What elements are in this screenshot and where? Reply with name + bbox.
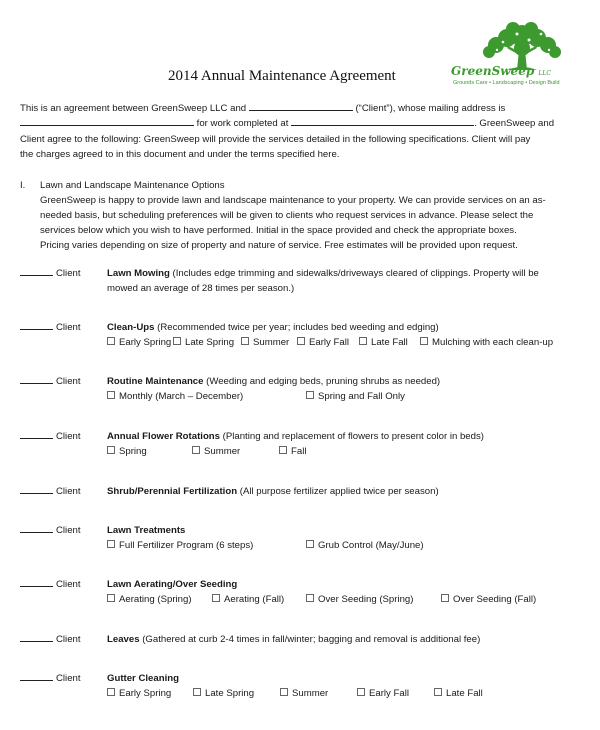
checkbox-icon[interactable] — [192, 446, 200, 454]
page-title: 2014 Annual Maintenance Agreement — [168, 68, 396, 84]
checkbox-icon[interactable] — [306, 594, 314, 602]
initial-field[interactable] — [20, 484, 53, 494]
checkbox-icon[interactable] — [279, 446, 287, 454]
checkbox-icon[interactable] — [280, 688, 288, 696]
option-checkbox[interactable]: Summer — [280, 686, 328, 701]
checkbox-icon[interactable] — [241, 337, 249, 345]
section-number: I. — [20, 180, 26, 191]
option-checkbox[interactable]: Early Spring — [107, 335, 171, 350]
mailing-address-field[interactable] — [20, 116, 194, 126]
initial-field[interactable] — [20, 374, 53, 384]
checkbox-icon[interactable] — [420, 337, 428, 345]
option-checkbox[interactable]: Summer — [192, 444, 240, 459]
option-checkbox[interactable]: Mulching with each clean-up — [420, 335, 553, 350]
checkbox-icon[interactable] — [107, 594, 115, 602]
initial-field[interactable] — [20, 577, 53, 587]
initial-field[interactable] — [20, 266, 53, 276]
option-checkbox[interactable]: Fall — [279, 444, 306, 459]
checkbox-icon[interactable] — [107, 540, 115, 548]
checkbox-icon[interactable] — [434, 688, 442, 696]
logo-tagline: Grounds Care • Landscaping • Design Build — [453, 80, 560, 86]
checkbox-icon[interactable] — [357, 688, 365, 696]
option-checkbox[interactable]: Over Seeding (Spring) — [306, 592, 413, 607]
checkbox-icon[interactable] — [193, 688, 201, 696]
option-checkbox[interactable]: Aerating (Fall) — [212, 592, 284, 607]
option-checkbox[interactable]: Monthly (March – December) — [107, 389, 243, 404]
option-checkbox[interactable]: Late Spring — [173, 335, 234, 350]
checkbox-icon[interactable] — [306, 391, 314, 399]
option-checkbox[interactable]: Early Spring — [107, 686, 171, 701]
section-lawn-landscape: I. Lawn and Landscape Maintenance Options GreenSweep is happy to provide lawn and landscape maintenance to your property. We can provide services on an as- needed basis, but scheduling preferences will be given to clients who request services in advance. Please select the services below which you wish to have performed. Initial in the space provided and check the appropriate boxes. Pricing varies depending on size of property and nature of service. Free estimates will be provided upon request. — [20, 180, 546, 251]
initial-field[interactable] — [20, 320, 53, 330]
initial-field[interactable] — [20, 429, 53, 439]
initial-field[interactable] — [20, 523, 53, 533]
option-checkbox[interactable]: Late Spring — [193, 686, 254, 701]
initial-field[interactable] — [20, 632, 53, 642]
checkbox-icon[interactable] — [107, 688, 115, 696]
section-heading: Lawn and Landscape Maintenance Options — [40, 180, 225, 191]
option-checkbox[interactable]: Spring and Fall Only — [306, 389, 405, 404]
work-address-field[interactable] — [291, 116, 474, 126]
checkbox-icon[interactable] — [107, 446, 115, 454]
logo-brand-name: GreenSweep LLC — [451, 64, 551, 78]
agreement-page: GreenSweep LLC Grounds Care • Landscaping • Design Build 2014 Annual Maintenance Agreement This is an agreement between GreenSweep LLC and (“Client”), whose mailing address is for work completed at . GreenSweep and Client agree to the following: GreenSweep will provide the services detailed in the following specifications. Client will pay the charges agreed to in this document and under the terms specified here. I. Lawn and Landscape Maintenance Options GreenSweep is happy to provide lawn and landscape maintenance to your property. We can provide services on an as- needed basis, but scheduling preferences will be given to clients who request services in advance. Please select the services below which you wish to have performed. Initial in the space provided and check the appropriate boxes. Pricing varies depending on size of property and nature of service. Free estimates will be provided upon request. Client Lawn Mowing (Includes edge trimming and sidewalks/driveways cleared of clippings. Property will be mowed an average of 28 times per season.) Client Clean-Ups (Recommended twice per year; includes bed weeding and edging) Early Spring Late Spring Summer Early Fall Late Fall Mulching with each clean-up Client Routine Maintenance (Weeding and edging beds, pruning shrubs as needed) Monthly (March – December) Spring and Fall Only Client Annual Flower Rotations (Planting and replacement of flowers to present color in beds) Spring Summer Fall Client Shrub/Perennial Fertilization (All purpose fertilizer applied twice per season) Client Lawn Treatments Full Fertilizer Program (6 steps) Grub Control (May/June) Client Lawn Aerating/Over Seeding Aerating (Spring) Aerating (Fall) Over Seeding (Spring) Over Seeding (Fall) Client Leaves (Gathered at curb 2-4 times in fall/winter; bagging and removal is additional fee) Client Gutter Cleaning Early Spring Late Spring Summer Early Fall Late Fall — [0, 0, 600, 730]
checkbox-icon[interactable] — [359, 337, 367, 345]
intro-paragraph: This is an agreement between GreenSweep LLC and (“Client”), whose mailing address is for work completed at . GreenSweep and Client agree to the following: GreenSweep will provide the services detailed in the following specifications. Client will pay the charges agreed to in this document and under the terms specified here. — [20, 103, 555, 160]
checkbox-icon[interactable] — [173, 337, 181, 345]
option-checkbox[interactable]: Over Seeding (Fall) — [441, 592, 536, 607]
checkbox-icon[interactable] — [306, 540, 314, 548]
greensweep-logo — [447, 20, 572, 92]
option-checkbox[interactable]: Full Fertilizer Program (6 steps) — [107, 538, 253, 553]
checkbox-icon[interactable] — [107, 391, 115, 399]
checkbox-icon[interactable] — [441, 594, 449, 602]
option-checkbox[interactable]: Aerating (Spring) — [107, 592, 192, 607]
option-checkbox[interactable]: Early Fall — [357, 686, 409, 701]
checkbox-icon[interactable] — [297, 337, 305, 345]
option-checkbox[interactable]: Grub Control (May/June) — [306, 538, 424, 553]
checkbox-icon[interactable] — [107, 337, 115, 345]
initial-field[interactable] — [20, 671, 53, 681]
client-name-field[interactable] — [249, 101, 353, 111]
option-checkbox[interactable]: Early Fall — [297, 335, 349, 350]
checkbox-icon[interactable] — [212, 594, 220, 602]
option-checkbox[interactable]: Late Fall — [434, 686, 483, 701]
option-checkbox[interactable]: Summer — [241, 335, 289, 350]
option-checkbox[interactable]: Spring — [107, 444, 147, 459]
option-checkbox[interactable]: Late Fall — [359, 335, 408, 350]
